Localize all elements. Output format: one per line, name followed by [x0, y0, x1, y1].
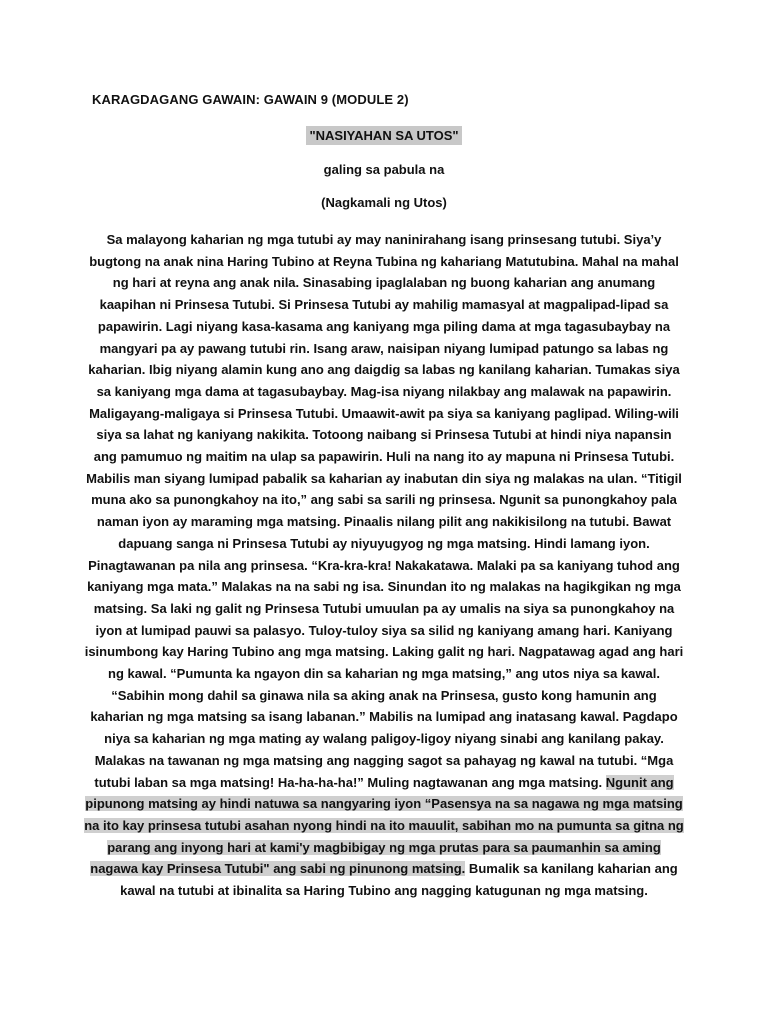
story-source: (Nagkamali ng Utos)	[321, 195, 447, 210]
document-heading: KARAGDAGANG GAWAIN: GAWAIN 9 (MODULE 2)	[92, 92, 409, 107]
story-title: "NASIYAHAN SA UTOS"	[306, 126, 461, 145]
story-body	[84, 229, 684, 902]
story-title-line	[0, 128, 768, 143]
story-body-highlight: Ngunit ang pipunong matsing ay hindi natuwa sa nangyaring iyon “Pasensya na sa nagawa ng mga matsing na ito kay prinsesa tutubi asahan nyong hindi na ito mauulit, sabihan mo na pumunta sa gitna ng parang ang inyong hari at kami'y magbibigay ng mga prutas para sa paumanhin sa aming nagawa kay Prinsesa Tutubi" ang sabi ng pinunong matsing.	[84, 774, 684, 877]
story-subtitle: galing sa pabula na	[323, 162, 445, 177]
story-body-text: Sa malayong kaharian ng mga tutubi ay may naninirahang isang prinsesang tutubi. Siya’y bugtong na anak nina Haring Tubino at Reyna Tubina ng kahariang Matutubina. Mahal na mahal ng hari at reyna ang anak nila. Sinasabing ipaglalaban ng buong kaharian ang anumang kaapihan ni Prinsesa Tutubi. Si Prinsesa Tutubi ay mahilig mamasyal at magpalipad-lipad sa papawirin. Lagi niyang kasa-kasama ang kaniyang mga piling dama at mga tagasubaybay na mangyari pa ay pawang tutubi rin. Isang araw, naisipan niyang lumipad patungo sa labas ng kaharian. Ibig niyang alamin kung ano ang daigdig sa labas ng kanilang kaharian. Tumakas siya sa kaniyang mga dama at tagasubaybay. Mag-isa niyang nilakbay ang malawak na papawirin. Maligayang-maligaya si Prinsesa Tutubi. Umaawit-awit pa siya sa kaniyang paglipad. Wiling-wili siya sa lahat ng kaniyang nakikita. Totoong naibang si Prinsesa Tutubi at hindi niya napansin ang pamumuo ng maitim na ulap sa papawirin. Huli na nang ito ay mapuna ni Prinsesa Tutubi. Mabilis man siyang lumipad pabalik sa kaharian ay inabutan din siya ng malakas na ulan. “Titigil muna ako sa punongkahoy na ito,” ang sabi sa sarili ng prinsesa. Ngunit sa punongkahoy pala naman iyon ay maraming mga matsing. Pinaalis nilang pilit ang nakikisilong na tutubi. Bawat dapuang sanga ni Prinsesa Tutubi ay niyuyugyog ng mga matsing. Hindi lamang iyon. Pinagtawanan pa nila ang prinsesa. “Kra-kra-kra! Nakakatawa. Malaki pa sa kaniyang tuhod ang kaniyang mga mata.” Malakas na na sabi ng isa. Sinundan ito ng malakas na hagikgikan ng mga matsing. Sa laki ng galit ng Prinsesa Tutubi umuulan pa ay umalis na siya sa punongkahoy na iyon at lumipad pauwi sa palasyo. Tuloy-tuloy siya sa silid ng kaniyang amang hari. Kaniyang isinumbong kay Haring Tubino ang mga matsing. Laking galit ng hari. Nagpatawag agad ang hari ng kawal. “Pumunta ka ngayon din sa kaharian ng mga matsing,” ang utos niya sa kawal. “Sabihin mong dahil sa ginawa nila sa aking anak na Prinsesa, gusto kong hamunin ang kaharian ng mga matsing sa isang labanan.” Mabilis na lumipad ang inatasang kawal. Pagdapo niya sa kaharian ng mga mating ay walang paligoy-ligoy niyang sinabi ang kanilang pakay. Malakas na tawanan ng mga matsing ang nagging sagot sa pahayag ng kawal na tutubi. “Mga tutubi laban sa mga matsing! Ha-ha-ha-ha!” Muling nagtawanan ang mga matsing.	[84, 232, 684, 790]
story-body-ending: Bumalik sa kanilang kaharian ang kawal na tutubi at ibinalita sa Haring Tubino ang nagging katugunan ng mga matsing.	[120, 861, 678, 899]
